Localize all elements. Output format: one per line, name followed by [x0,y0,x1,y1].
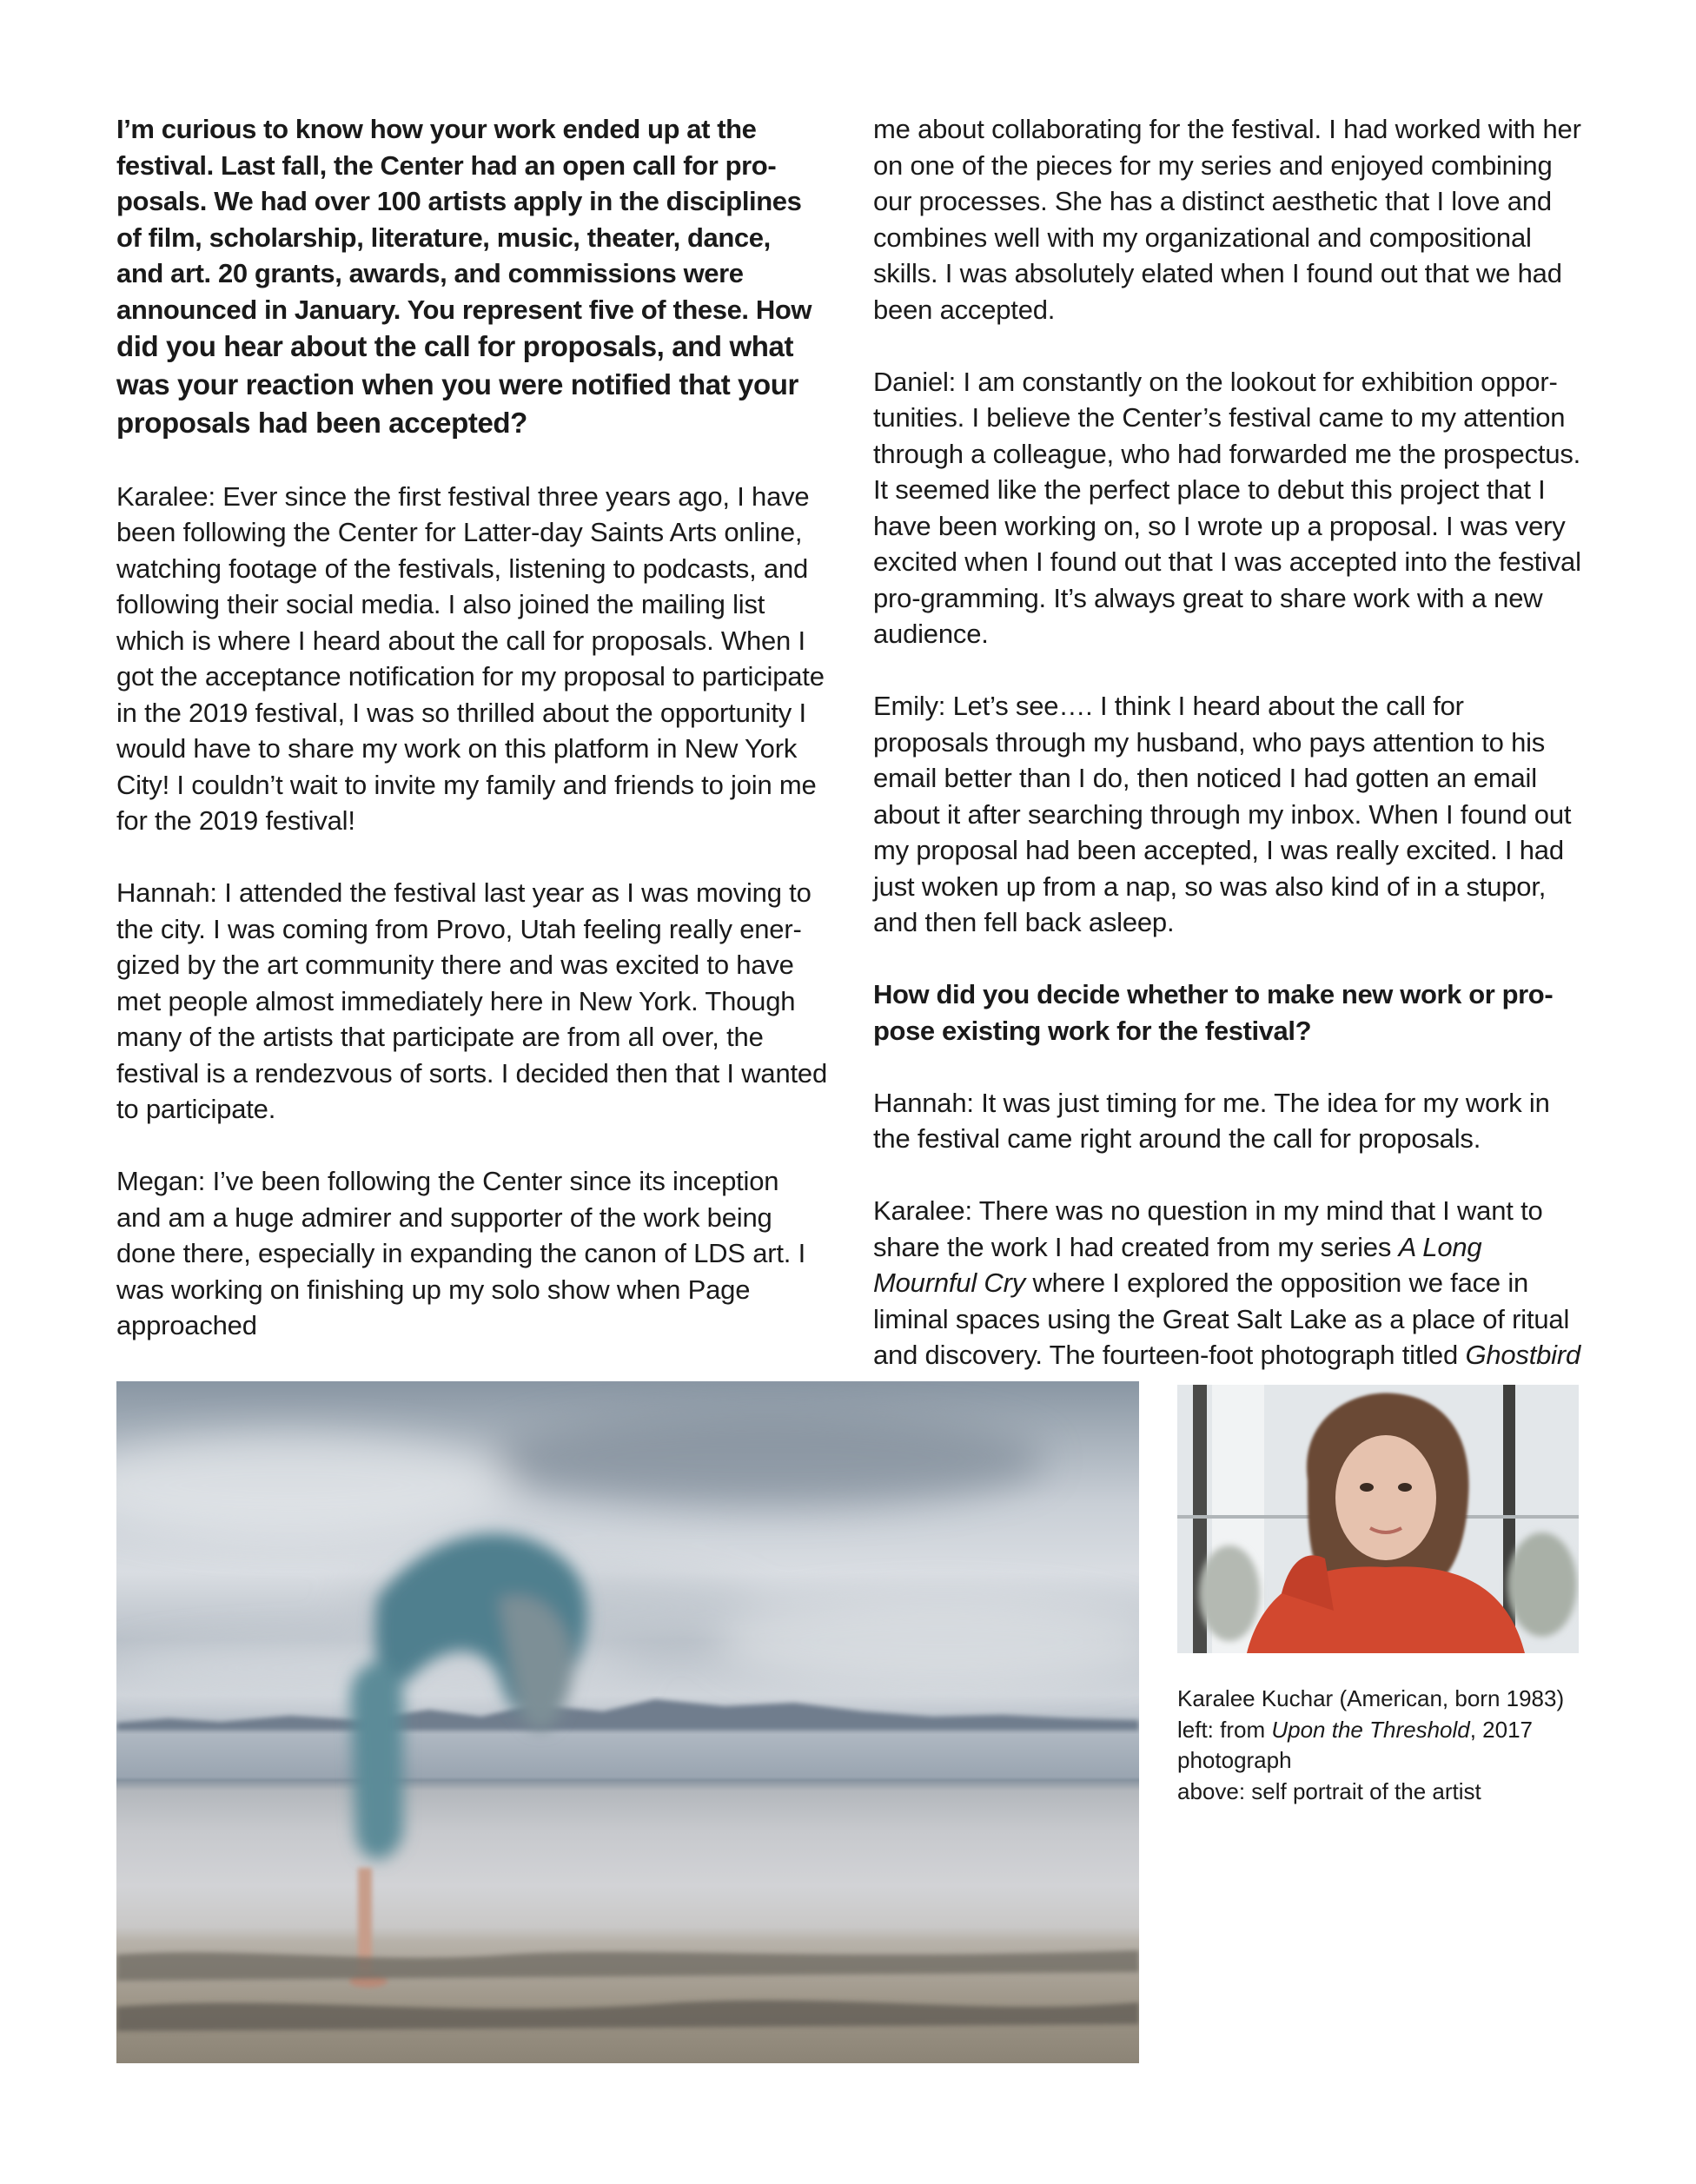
question-line: festival. Last fall, the Center had an open call for pro- [116,149,777,181]
interview-question [116,111,829,442]
caption-text: left: from [1177,1716,1272,1743]
megan-answer-continued: me about collaborating for the festival. I had worked with her on one of the pieces for my series and enjoyed combining our processes. She has a distinct aesthetic that I love and combines well with my organizational and compositional skills. I was absolutely elated when I found out that we had been accepted. [873,114,1581,325]
question-line: I’m curious to know how your work ended up at the [116,114,757,144]
emily-answer: Emily: Let’s see…. I think I heard about the call for proposals through my husband, who pays attention to his email better than I do, then noticed I had gotten an email about it after searching through my inbox. When I found out my proposal had been accepted, I was really excited. I had just woken up from a nap, so was also kind of in a stupor, and then fell back asleep. [873,691,1572,937]
artwork-title: Ghostbird [1465,1340,1581,1370]
caption-work-line [1177,1715,1586,1746]
series-title: A Long Mournful Cry [873,1231,1482,1298]
question-line: announced in January. You represent five of these. How [116,294,812,325]
right-column [873,111,1586,1409]
karalee-answer: Karalee: Ever since the first festival three years ago, I have been following the Center for Latter-day Saints Arts online, watching footage of the festivals, listening to podcasts, and following their social media. I also joined the mailing list which is where I heard about the call for proposals. When I got the acceptance notification for my proposal to participate in the 2019 festival, I was so thrilled about the opportunity I would have to share my work on this platform in New York City! I couldn’t wait to invite my family and friends to join me for the 2019 festival! [116,480,825,836]
daniel-answer: Daniel: I am constantly on the lookout for exhibition oppor-tunities. I believe the Center’s festival came to my attention through a colleague, who had forwarded me the prospectus. It seemed like the perfect place to debut this project that I have been working on, so I wrote up a proposal. I was very excited when I found out that I was accepted into the festival pro-gramming. It’s always great to share work with a new audience. [873,366,1581,649]
lake-photograph-illustration [116,1381,1139,2063]
karalee-answer-2 [873,1193,1586,1409]
left-column [116,111,829,1344]
lake-photograph [116,1381,1139,2063]
caption-text: , 2017 [1469,1716,1534,1743]
question-line: and art. 20 grants, awards, and commissions were [116,258,744,288]
answer-text: Karalee: There was no question in my mind that I want to share the work I had created from my series [873,1195,1543,1262]
caption-work-title: Upon the Threshold [1271,1716,1470,1743]
caption-medium-line: photograph [1177,1747,1292,1773]
hannah-answer-2: Hannah: It was just timing for me. The idea for my work in the festival came right around the call for proposals. [873,1087,1550,1154]
photo-caption [1177,1684,1586,1807]
caption-portrait-line: above: self portrait of the artist [1177,1777,1481,1804]
hannah-answer: Hannah: I attended the festival last year as I was moving to the city. I was coming from Provo, Utah feeling really ener-gized by the art community there and was excited to have met people almost immediately here in New York. Though many of the artists that participate are from all over, the festival is a rendezvous of sorts. I decided then that I wanted to participate. [116,877,827,1124]
self-portrait-illustration [1177,1385,1579,1653]
interview-question-2: How did you decide whether to make new work or pro-pose existing work for the festival? [873,979,1554,1046]
question-line: proposals had been accepted? [116,407,527,439]
question-line: posals. We had over 100 artists apply in the disciplines [116,186,802,216]
question-line: of film, scholarship, literature, music, theater, dance, [116,222,771,253]
caption-artist-line: Karalee Kuchar (American, born 1983) [1177,1685,1565,1711]
megan-answer: Megan: I’ve been following the Center since its inception and am a huge admirer and supporter of the work being done there, especially in expanding the canon of LDS art. I was working on finishing up my solo show when Page approached [116,1166,806,1340]
artist-self-portrait [1177,1385,1579,1653]
answer-text: where I explored the opposition we face in liminal spaces using the Great Salt Lake as a place of ritual and discovery. The fourteen-foot photograph titled [873,1267,1570,1370]
question-line: did you hear about the call for proposals, and what [116,330,794,362]
question-line: was your reaction when you were notified that your [116,368,798,400]
